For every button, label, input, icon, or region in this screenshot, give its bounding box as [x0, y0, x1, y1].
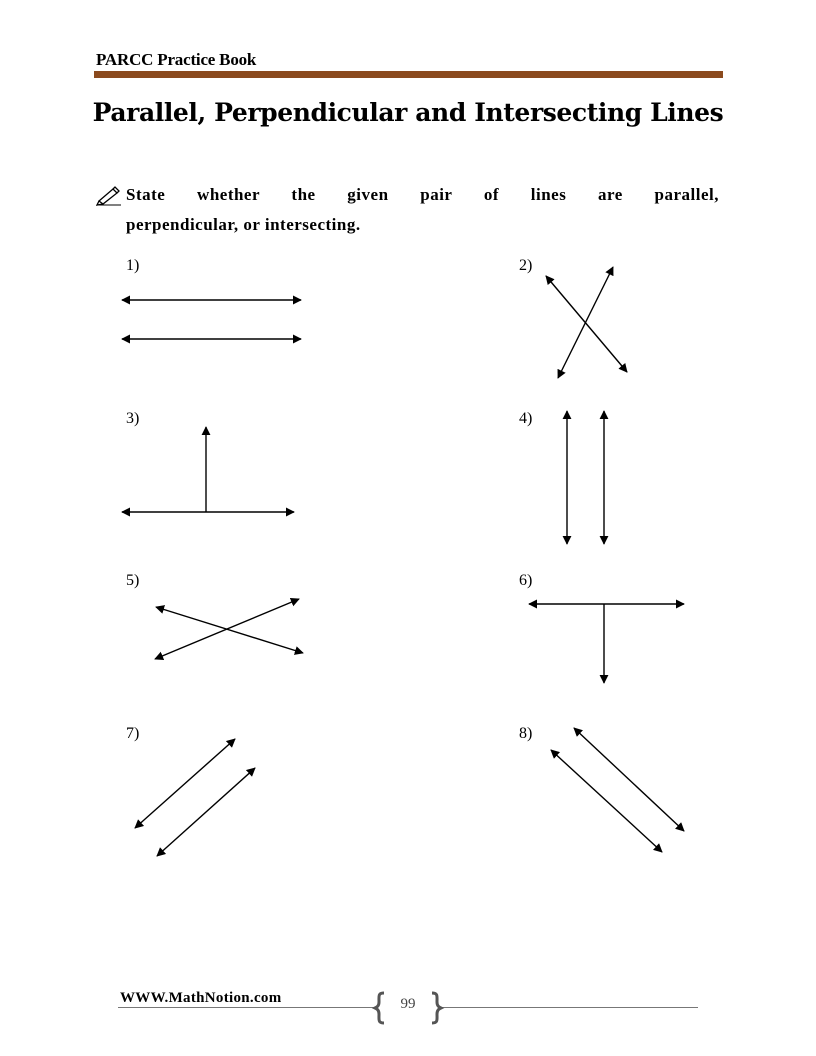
figure-7-line-b [157, 768, 255, 856]
figure-6-perpendicular-lines [529, 604, 684, 683]
figure-7-line-a [135, 739, 235, 828]
instruction-line-2: perpendicular, or intersecting. [126, 215, 361, 234]
page-number: 99 [400, 996, 416, 1012]
figure-5-intersecting-lines [155, 599, 303, 659]
problem-number-1: 1) [126, 257, 140, 274]
figure-8-line-b [551, 750, 662, 852]
instruction-line-1: State whether the given pair of lines are parallel, [126, 185, 719, 204]
problem-number-8: 8) [519, 725, 533, 742]
footer-website: WWW.MathNotion.com [120, 990, 282, 1006]
figure-1-parallel-lines [122, 300, 301, 339]
footer-rule-left [118, 1007, 374, 1008]
figure-8-line-a [574, 728, 684, 831]
problem-number-4: 4) [519, 410, 533, 427]
figure-5-line-b [156, 607, 303, 653]
figure-4-parallel-lines [567, 411, 604, 544]
page-title: Parallel, Perpendicular and Intersecting Lines [92, 98, 724, 127]
figure-2-intersecting-lines [546, 267, 627, 378]
figure-3-perpendicular-lines [122, 427, 294, 512]
problem-number-2: 2) [519, 257, 533, 274]
problem-number-6: 6) [519, 572, 533, 589]
book-title: PARCC Practice Book [96, 50, 257, 69]
figure-2-line-b [546, 276, 627, 372]
footer-rule-right [440, 1007, 698, 1008]
figure-7-parallel-lines [135, 739, 255, 856]
problem-number-3: 3) [126, 410, 140, 427]
problem-number-7: 7) [126, 725, 140, 742]
problem-number-5: 5) [126, 572, 140, 589]
figure-8-parallel-lines [551, 728, 684, 852]
